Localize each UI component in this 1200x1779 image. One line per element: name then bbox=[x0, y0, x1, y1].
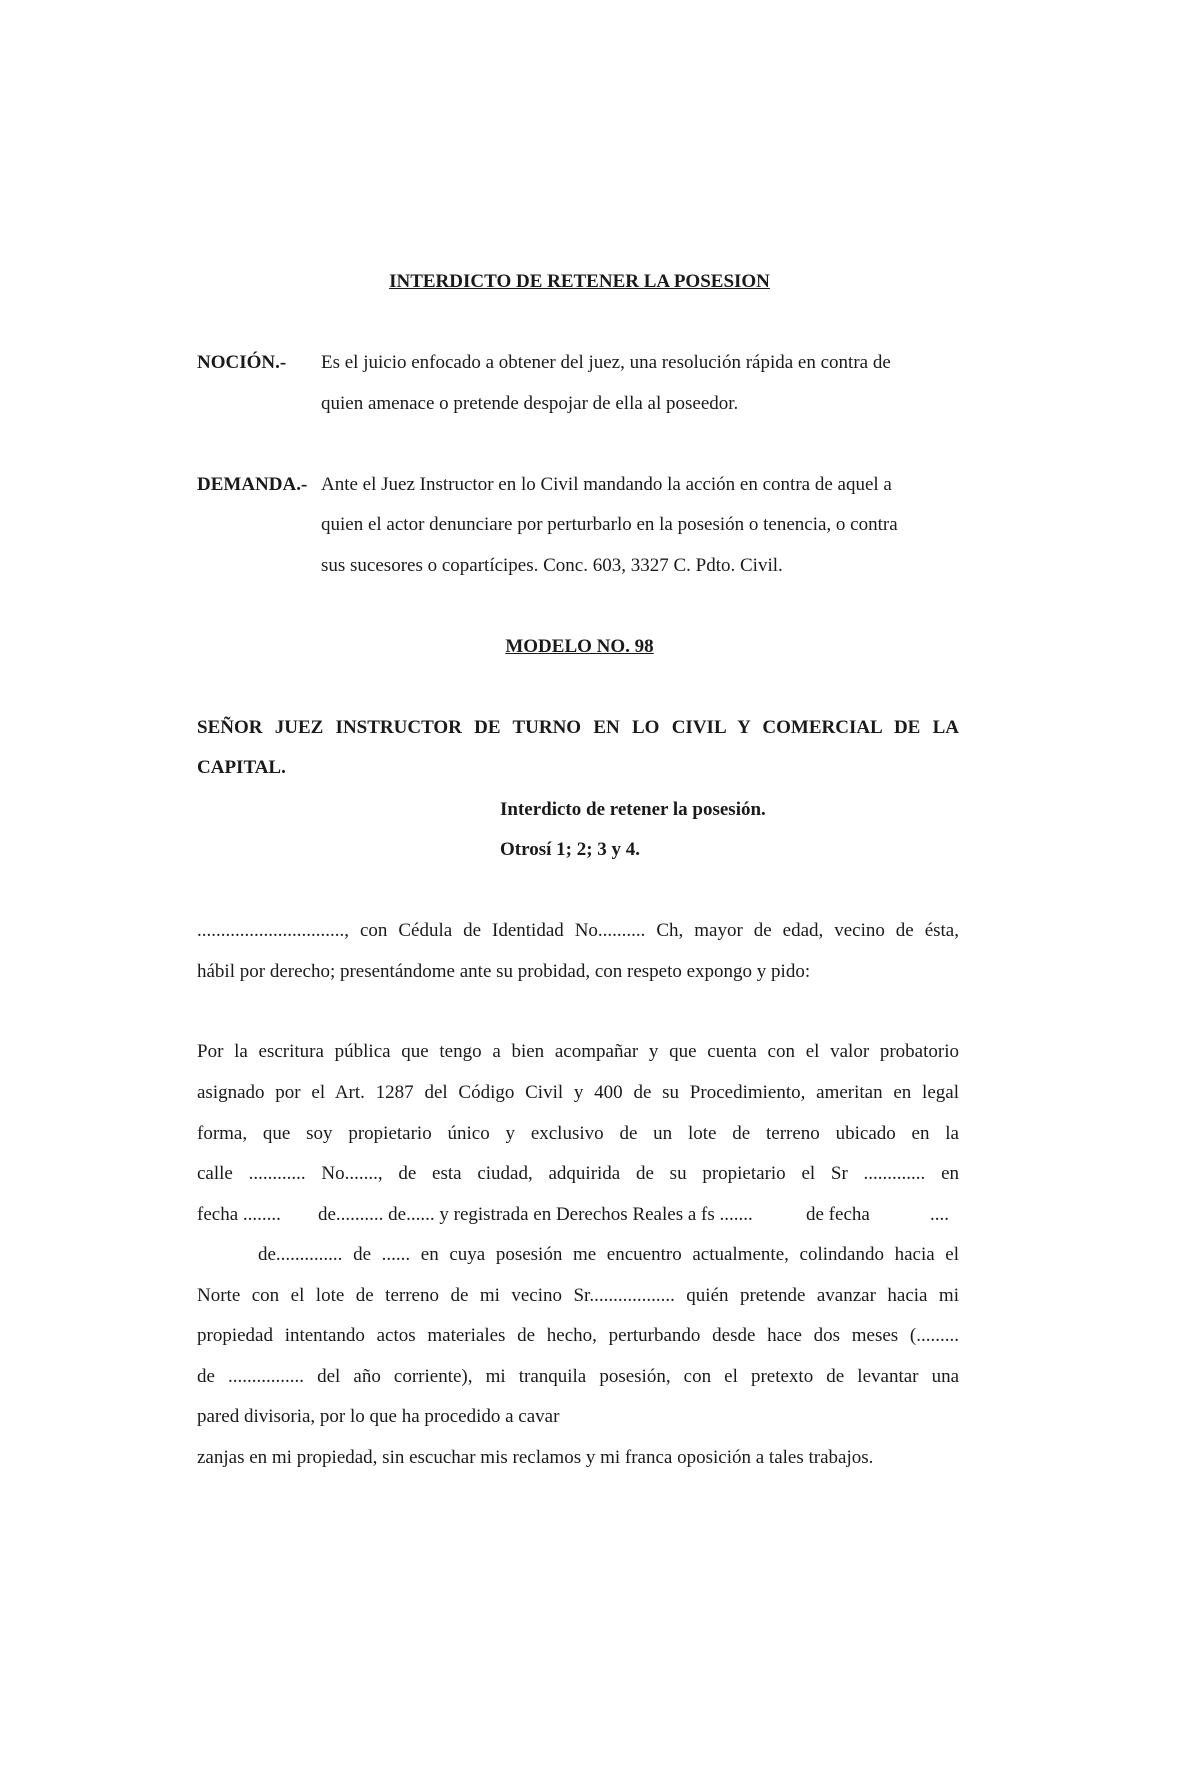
nocion-label: NOCIÓN.- bbox=[197, 352, 287, 373]
demanda-text-line-2: quien el actor denunciare por perturbarlo en la posesión o tenencia, o contra bbox=[321, 514, 898, 535]
body-line-3: forma, que soy propietario único y exclusivo de un lote de terreno ubicado en la bbox=[197, 1123, 959, 1144]
demanda-text-line-3: sus sucesores o copartícipes. Conc. 603, 3327 C. Pdto. Civil. bbox=[321, 555, 783, 576]
nocion-text-line-2: quien amenace o pretende despojar de ella al poseedor. bbox=[321, 393, 739, 414]
suma-line-2: Otrosí 1; 2; 3 y 4. bbox=[500, 839, 641, 860]
body-line-5-part-3: de fecha bbox=[806, 1204, 870, 1225]
body-line-5-part-4: .... bbox=[930, 1204, 949, 1225]
body-line-9: de ................ del año corriente), mi tranquila posesión, con el pretexto de levantar una bbox=[197, 1366, 959, 1387]
body-line-1: Por la escritura pública que tengo a bien acompañar y que cuenta con el valor probatorio bbox=[197, 1041, 959, 1062]
demanda-label: DEMANDA.- bbox=[197, 474, 308, 495]
nocion-text-line-1: Es el juicio enfocado a obtener del juez, una resolución rápida en contra de bbox=[321, 352, 891, 373]
intro-line-2: hábil por derecho; presentándome ante su probidad, con respeto expongo y pido: bbox=[197, 961, 811, 982]
body-line-8: propiedad intentando actos materiales de hecho, perturbando desde hace dos meses (......... bbox=[197, 1325, 959, 1346]
modelo-heading: MODELO NO. 98 bbox=[505, 636, 654, 657]
body-line-11: zanjas en mi propiedad, sin escuchar mis reclamos y mi franca oposición a tales trabajos. bbox=[197, 1447, 874, 1468]
body-line-2: asignado por el Art. 1287 del Código Civil y 400 de su Procedimiento, ameritan en legal bbox=[197, 1082, 959, 1103]
body-line-7: Norte con el lote de terreno de mi vecino Sr.................. quién pretende avanzar hacia mi bbox=[197, 1285, 959, 1306]
suma-line-1: Interdicto de retener la posesión. bbox=[500, 799, 766, 820]
body-line-10: pared divisoria, por lo que ha procedido a cavar bbox=[197, 1406, 560, 1427]
body-line-5-part-1: fecha ........ bbox=[197, 1204, 281, 1225]
document-title: INTERDICTO DE RETENER LA POSESION bbox=[389, 271, 770, 292]
body-line-6: de.............. de ...... en cuya posesión me encuentro actualmente, colindando hacia el bbox=[258, 1244, 959, 1265]
addressee-line-2: CAPITAL. bbox=[197, 757, 286, 778]
demanda-text-line-1: Ante el Juez Instructor en lo Civil mandando la acción en contra de aquel a bbox=[321, 474, 892, 495]
body-line-4: calle ............ No......., de esta ciudad, adquirida de su propietario el Sr ............. en bbox=[197, 1163, 959, 1184]
body-line-5-part-2: de.......... de...... y registrada en Derechos Reales a fs ....... bbox=[318, 1204, 753, 1225]
addressee-line-1: SEÑOR JUEZ INSTRUCTOR DE TURNO EN LO CIVIL Y COMERCIAL DE LA bbox=[197, 717, 959, 738]
intro-line-1: ..............................., con Cédula de Identidad No.......... Ch, mayor de edad, vecino de ésta, bbox=[197, 920, 959, 941]
